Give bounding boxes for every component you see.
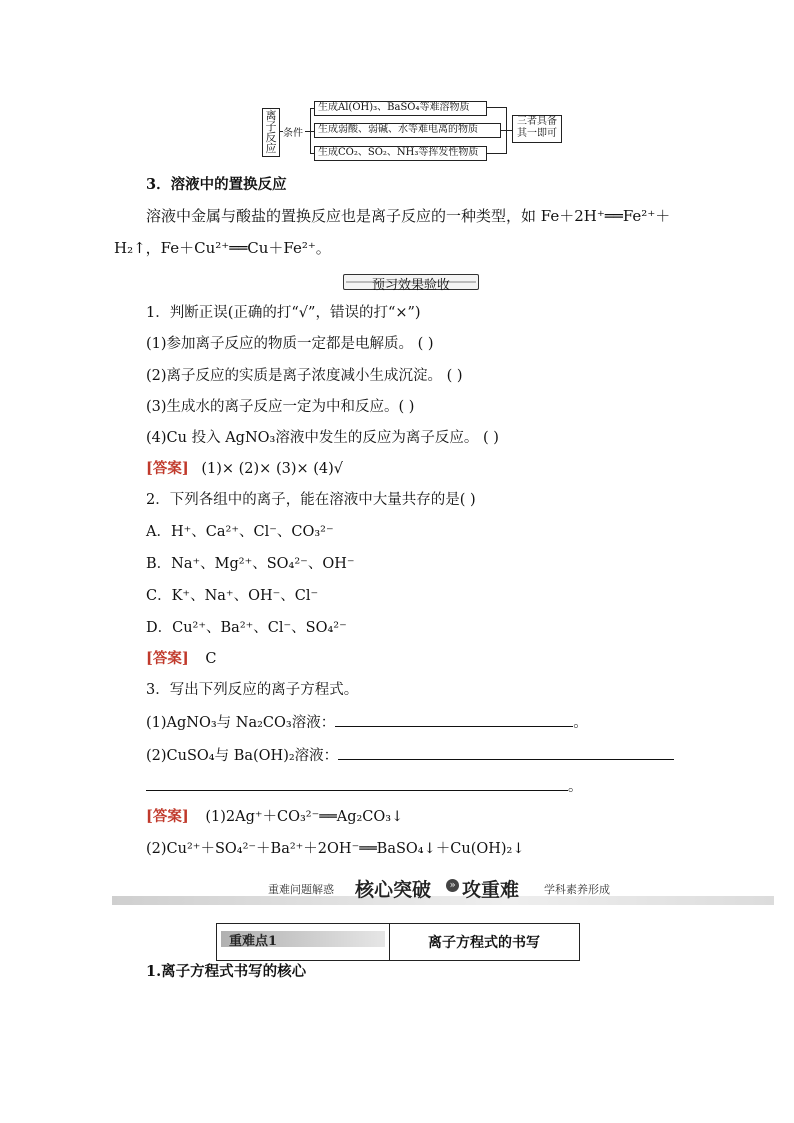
q3-item-2 xyxy=(146,745,674,766)
q1-item-2: (2)离子反应的实质是离子浓度减小生成沉淀。 ( ) xyxy=(146,368,463,384)
diagram-item-3 xyxy=(314,146,487,161)
q1-title: 1．判断正误(正确的打“√”，错误的打“×”) xyxy=(146,305,421,321)
q3-item-1 xyxy=(146,712,588,733)
q3-answer-row-1 xyxy=(146,807,403,827)
q2-option-c: C．K⁺、Na⁺、OH⁻、Cl⁻ xyxy=(146,588,319,604)
section3-heading: 3．溶液中的置换反应 xyxy=(146,176,287,193)
q3-item-2-label: (2)CuSO₄与 Ba(OH)₂溶液： xyxy=(146,748,339,764)
preview-banner xyxy=(343,274,479,293)
section-banner-left: 重难问题解惑 xyxy=(268,883,334,896)
final-heading: 1.离子方程式书写的核心 xyxy=(146,963,307,980)
section-banner-main1: 核心突破 xyxy=(355,879,432,901)
diagram-condition-label: 条件 xyxy=(283,128,303,139)
q3-title: 3．写出下列反应的离子方程式。 xyxy=(146,682,359,698)
q3-blank-2a xyxy=(338,745,674,760)
q1-answer: (1)× (2)× (3)× (4)√ xyxy=(201,461,344,477)
q3-answer-2: (2)Cu²⁺＋SO₄²⁻＋Ba²⁺＋2OH⁻══BaSO₄↓＋Cu(OH)₂↓ xyxy=(146,841,525,857)
answer-tag: [答案] xyxy=(146,460,189,477)
q2-answer-row xyxy=(146,649,216,669)
q3-item-2-cont xyxy=(146,776,583,797)
diagram-item-1-text: 生成Al(OH)₃、BaSO₄等难溶物质 xyxy=(318,102,470,113)
q1-item-1: (1)参加离子反应的物质一定都是电解质。 ( ) xyxy=(146,336,434,352)
q2-option-b: B．Na⁺、Mg²⁺、SO₄²⁻、OH⁻ xyxy=(146,556,355,572)
section-banner xyxy=(112,877,774,905)
q3-blank-1 xyxy=(335,712,573,727)
q3-item-1-label: (1)AgNO₃与 Na₂CO₃溶液： xyxy=(146,715,336,731)
q3-item-1-end: 。 xyxy=(573,715,588,731)
answer-tag: [答案] xyxy=(146,650,189,667)
answer-tag: [答案] xyxy=(146,808,189,825)
q3-item-2-end: 。 xyxy=(568,779,583,795)
q3-blank-2b xyxy=(146,776,568,791)
diagram-result-box xyxy=(512,115,562,143)
section3-paragraph-line2: H₂↑，Fe＋Cu²⁺══Cu＋Fe²⁺。 xyxy=(114,239,331,257)
q2-title: 2．下列各组中的离子，能在溶液中大量共存的是( ) xyxy=(146,492,476,508)
diagram-item-2 xyxy=(314,123,501,138)
q1-item-3: (3)生成水的离子反应一定为中和反应。( ) xyxy=(146,399,415,415)
q3-answer-1: (1)2Ag⁺＋CO₃²⁻══Ag₂CO₃↓ xyxy=(205,809,404,825)
diagram-result-line2: 其一即可 xyxy=(517,128,557,139)
q1-answer-row xyxy=(146,459,343,479)
section-banner-main2: 攻重难 xyxy=(462,879,520,901)
key-point-label: 重难点1 xyxy=(229,934,278,949)
q2-answer: C xyxy=(205,651,217,667)
section-banner-right: 学科素养形成 xyxy=(544,883,610,896)
section3-paragraph-line1: 溶液中金属与酸盐的置换反应也是离子反应的一种类型，如 Fe＋2H⁺══Fe²⁺＋ xyxy=(146,207,671,225)
key-point-box xyxy=(216,923,580,961)
q1-item-4: (4)Cu 投入 AgNO₃溶液中发生的反应为离子反应。 ( ) xyxy=(146,430,499,446)
diagram-item-2-text: 生成弱酸、弱碱、水等难电离的物质 xyxy=(318,124,478,135)
arrow-icon: » xyxy=(446,879,459,892)
preview-banner-label: 预习效果验收 xyxy=(371,278,450,293)
q2-option-d: D．Cu²⁺、Ba²⁺、Cl⁻、SO₄²⁻ xyxy=(146,620,347,636)
key-point-title: 离子方程式的书写 xyxy=(428,935,540,951)
q2-option-a: A．H⁺、Ca²⁺、Cl⁻、CO₃²⁻ xyxy=(146,524,334,540)
diagram-root-box xyxy=(262,108,280,157)
diagram-item-3-text: 生成CO₂、SO₂、NH₃等挥发性物质 xyxy=(318,147,479,158)
diagram-result-line1: 三者具备 xyxy=(517,116,557,127)
diagram-item-1 xyxy=(314,101,487,116)
diagram-root-label: 离子反应 xyxy=(265,109,277,155)
